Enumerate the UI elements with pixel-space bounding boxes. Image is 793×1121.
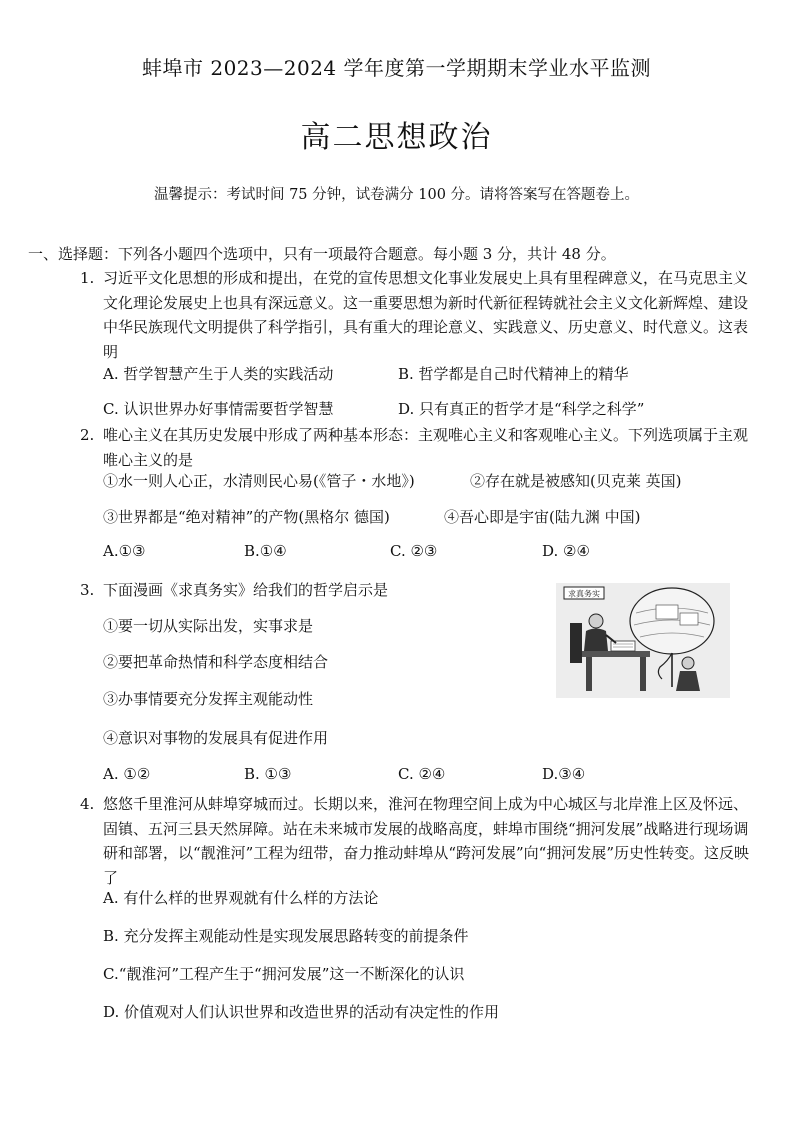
statement-4: ④意识对事物的发展具有促进作用 [103,729,329,747]
section-heading: 一、选择题：下列各小题四个选项中，只有一项最符合题意。每小题 3 分，共计 48 分。 [28,245,616,263]
statement-2: ②存在就是被感知(贝克莱 英国) [470,472,682,490]
statement-4: ④吾心即是宇宙(陆九渊 中国) [444,508,641,526]
subject-title: 高二思想政治 [300,120,493,155]
question-number: 4. [80,795,95,813]
question-number: 2. [80,426,95,444]
question-stem: 习近平文化思想的形成和提出，在党的宣传思想文化事业发展史上具有里程碑意义，在马克思主义文化理论发展史上也具有深远意义。这一重要思想为新时代新征程铸就社会主义文化新辉煌、建设中华民族现代文明提供了科学指引，具有重大的理论意义、实践意义、历史意义、时代意义。这表明 [103,269,749,361]
option-c: C.“靓淮河”工程产生于“拥河发展”这一不断深化的认识 [103,965,465,983]
option-a: A. 有什么样的世界观就有什么样的方法论 [103,889,379,907]
statement-3: ③办事情要充分发挥主观能动性 [103,690,314,708]
option-c: C. ②④ [398,765,446,783]
exam-title: 蚌埠市 2023—2024 学年度第一学期期末学业水平监测 [141,56,651,80]
option-d: D. 价值观对人们认识世界和改造世界的活动有决定性的作用 [103,1003,500,1021]
option-c: C. ②③ [390,542,438,560]
question-number: 3. [80,581,95,599]
question-stem: 悠悠千里淮河从蚌埠穿城而过。长期以来，淮河在物理空间上成为中心城区与北岸淮上区及怀远、固镇、五河三县天然屏障。站在未来城市发展的战略高度，蚌埠市围绕“拥河发展”战略进行现场调研和部署，以“靓淮河”工程为纽带，奋力推动蚌埠从“跨河发展”向“拥河发展”历史性转变。这反映了 [103,795,750,887]
option-b: B.①④ [244,542,287,560]
option-b: B. 哲学都是自己时代精神上的精华 [398,365,629,383]
cartoon-label: 求真务实 [568,589,600,599]
question-number: 1. [80,269,95,287]
statement-1: ①要一切从实际出发，实事求是 [103,617,314,635]
exam-notice: 温馨提示：考试时间 75 分钟，试卷满分 100 分。请将答案写在答题卷上。 [153,187,640,203]
option-d: D.③④ [542,765,586,783]
option-a: A.①③ [103,542,146,560]
option-d: D. ②④ [542,542,590,560]
option-a: A. 哲学智慧产生于人类的实践活动 [103,365,334,383]
question-stem: 下面漫画《求真务实》给我们的哲学启示是 [103,581,389,599]
option-a: A. ①② [103,765,151,783]
option-b: B. ①③ [244,765,292,783]
option-b: B. 充分发挥主观能动性是实现发展思路转变的前提条件 [103,927,469,945]
statement-1: ①水一则人心正，水清则民心易(《管子・水地》) [103,472,415,490]
option-d: D. 只有真正的哲学才是“科学之科学” [398,400,645,418]
option-c: C. 认识世界办好事情需要哲学智慧 [103,400,334,418]
cartoon-image [556,583,730,698]
statement-2: ②要把革命热情和科学态度相结合 [103,653,329,671]
statement-3: ③世界都是“绝对精神”的产物(黑格尔 德国) [103,508,390,526]
question-stem: 唯心主义在其历史发展中形成了两种基本形态：主观唯心主义和客观唯心主义。下列选项属于主观唯心主义的是 [103,426,749,469]
